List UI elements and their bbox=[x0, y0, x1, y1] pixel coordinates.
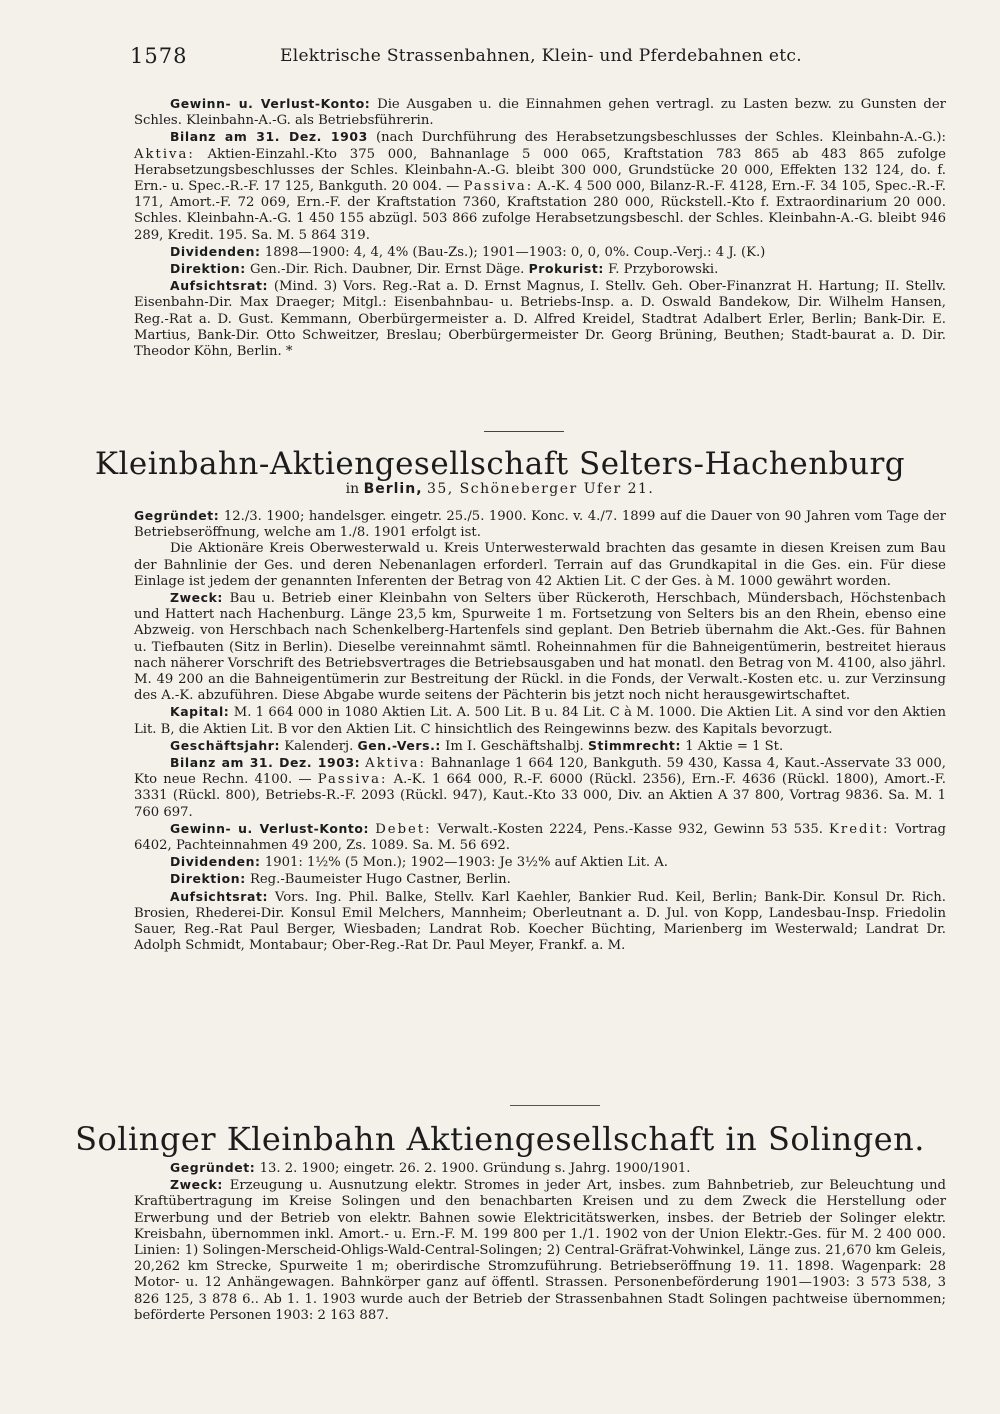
direktion-text-2: Reg.-Baumeister Hugo Castner, Berlin. bbox=[249, 872, 511, 888]
kapital-label: Kapital: bbox=[170, 704, 230, 720]
aufsichtsrat-paragraph-2 bbox=[134, 889, 946, 955]
aktiva-label-2: Aktiva: bbox=[365, 756, 426, 772]
aufsichtsrat-text: (Mind. 3) Vors. Reg.-Rat a. D. Ernst Magnus, I. Stellv. Geh. Ober-Finanzrat H. Hartung; II. Stellv. Eisenbahn-Dir. Max Draeger; Mitgl.: Eisenbahnbau- u. Betriebs-Insp. a. D. Oswald Bandekow, Dir. Wilhelm Hansen, Reg.-Rat a. D. Gust. Kemmann, Oberbürgermeister a. D. Alfred Kreidel, Stadtrat Adalbert Erler, Berlin; Bank-Dir. E. Martius, Bank-Dir. Otto Schweitzer, Breslau; Oberbürgermeister Dr. Georg Brüning, Beuthen; Stadt-baurat a. D. Dir. Theodor Köhn, Berlin. * bbox=[134, 279, 947, 360]
guv-label-2: Gewinn- u. Verlust-Konto: bbox=[170, 820, 370, 836]
zweck-label: Zweck: bbox=[170, 590, 223, 606]
gegruendet-text-3: 13. 2. 1900; eingetr. 26. 2. 1900. Gründung s. Jahrg. 1900/1901. bbox=[259, 1161, 691, 1176]
gen-vers-label: Gen.-Vers.: bbox=[357, 737, 441, 753]
zweck-paragraph-3 bbox=[134, 1177, 946, 1324]
aufsichtsrat-text-2: Vors. Ing. Phil. Balke, Stellv. Karl Kaehler, Bankier Rud. Keil, Berlin; Bank-Dir. Konsul Dr. Rich. Brosien, Rhederei-Dir. Konsul Emil Melchers, Mannheim; Oberleutnant a. D. Jul. von Kopp, Landesbau-Insp. Friedolin Sauer, Reg.-Rat Paul Berger, Wiesbaden; Landrat Rob. Koecher Büchting, Marienberg im Westerwald; Landrat Dr. Adolph Schmidt, Montabaur; Ober-Reg.-Rat Dr. Paul Meyer, Frankf. a. M. bbox=[134, 889, 946, 954]
kapital-text: M. 1 664 000 in 1080 Aktien Lit. A. 500 Lit. B u. 84 Lit. C à M. 1000. Die Aktien Lit. A sind vor den Aktien Lit. B, die Aktien Lit. B vor den Aktien Lit. C hinsichtlich des Reingewinns bezw. des Kapitals bevorzugt. bbox=[134, 705, 946, 737]
aufsichtsrat-label: Aufsichtsrat: bbox=[170, 278, 269, 294]
dividenden-text-2: 1901: 1½% (5 Mon.); 1902—1903: Je 3½% auf Aktien Lit. A. bbox=[264, 855, 668, 871]
solinger-kleinbahn-entry bbox=[134, 1160, 946, 1324]
company-title-solinger-kleinbahn: Solinger Kleinbahn Aktiengesellschaft in Solingen. bbox=[75, 1120, 925, 1158]
bilanz-text-2-1: Bahnanlage 1 664 120, Bankguth. 59 430, Kassa 4, Kaut.-Asservate 33 000, Kto neue Rechn. 4100. — bbox=[134, 756, 946, 788]
bilanz-text-2-2: A.-K. 1 664 000, R.-F. 6000 (Rückl. 2356), Ern.-F. 4636 (Rückl. 1800), Amort.-F. 3331 (Rückl. 800), Betriebs-R.-F. 2093 (Rückl. 947), Kaut.-Kto 33 000, Div. an Aktien A 37 800, Vortrag 9836. Sa. M. 1 760 697. bbox=[134, 772, 946, 820]
debet-label: Debet: bbox=[375, 821, 432, 837]
address-city: Berlin, bbox=[363, 481, 423, 497]
address-prefix: in bbox=[345, 481, 360, 497]
gv-paragraph bbox=[134, 96, 946, 129]
zweck-label-3: Zweck: bbox=[170, 1177, 223, 1193]
address-street: 35, Schöneberger Ufer 21. bbox=[426, 481, 655, 497]
page-number: 1578 bbox=[130, 44, 188, 68]
selters-hachenburg-entry bbox=[134, 508, 946, 954]
guv-text-2: Vortrag 6402, Pachteinnahmen 49 200, Zs. 1089. Sa. M. 56 692. bbox=[134, 821, 946, 854]
gv-text: Die Ausgaben u. die Einnahmen gehen vertragl. zu Lasten bezw. zu Gunsten der Schles. Kleinbahn-A.-G. als Betriebsführerin. bbox=[134, 97, 946, 129]
dividenden-paragraph-2 bbox=[134, 854, 946, 871]
bilanz-text-3: A.-K. 4 500 000, Bilanz-R.-F. 4128, Ern.-F. 34 105, Spec.-R.-F. 171, Amort.-F. 72 069, Ern.-F. der Kraftstation 7360, Kraftstation 280 000, Rückstell.-Kto f. Extraordinarium 20 000. Schles. Kleinbahn-A.-G. 1 450 155 abzügl. 503 866 zufolge Herabsetzungsbeschl. der Schles. Kleinbahn-A.-G. bleibt 946 289, Kredit. 195. Sa. M. 5 864 319. bbox=[134, 179, 946, 243]
guv-paragraph-2 bbox=[134, 821, 946, 854]
kapital-paragraph bbox=[134, 704, 946, 737]
passiva-label: Passiva: bbox=[463, 179, 534, 195]
gegruendet-label: Gegründet: bbox=[134, 508, 220, 523]
geschaeftsjahr-paragraph bbox=[134, 738, 946, 755]
prokurist-text: F. Przyborowski. bbox=[608, 262, 719, 278]
geschaeftsjahr-text: Kalenderj. bbox=[284, 738, 354, 754]
passiva-label-2: Passiva: bbox=[317, 772, 388, 788]
company-address bbox=[0, 481, 1000, 497]
stimmrecht-text: 1 Aktie = 1 St. bbox=[685, 738, 784, 754]
running-head: Elektrische Strassenbahnen, Klein- und Pferdebahnen etc. bbox=[280, 46, 802, 66]
direktion-label-2: Direktion: bbox=[170, 871, 246, 887]
zweck-text-3: Erzeugung u. Ausnutzung elektr. Stromes in jeder Art, insbes. zum Bahnbetrieb, zur Beleuchtung und Kraftübertragung im Kreise Solingen und den benachbarten Kreisen und zu dem Zweck die Herstellung oder Erwerbung und der Betrieb von elektr. Bahnen sowie Elektricitätswerken, insbes. der Betrieb der Solinger elektr. Kreisbahn, übernommen inkl. Amort.- u. Ern.-F. M. 199 800 per 1./1. 1902 von der Union Elektr.-Ges. für M. 2 400 000. Linien: 1) Solingen-Merscheid-Ohligs-Wald-Central-Solingen; 2) Central-Gräfrat-Vohwinkel, Länge zus. 21,670 km Geleis, 20,262 km Strecke, Spurweite 1 m; oberirdische Stromzuführung. Betriebseröffnung 19. 11. 1898. Wagenpark: 28 Motor- u. 12 Anhängewagen. Bahnkörper ganz auf öffentl. Strassen. Personenbeförderung 1901—1903: 3 573 538, 3 826 125, 3 878 6.. Ab 1. 1. 1903 wurde auch der Betrieb der Strassenbahnen Stadt Solingen pachtweise übernommen; beförderte Personen 1903: 2 163 887. bbox=[134, 1178, 946, 1323]
gegruendet-label-3: Gegründet: bbox=[170, 1160, 256, 1175]
geschaeftsjahr-label: Geschäftsjahr: bbox=[170, 737, 281, 753]
aktionaere-paragraph: Die Aktionäre Kreis Oberwesterwald u. Kreis Unterwesterwald brachten das gesamte in diesen Kreisen zum Bau der Bahnlinie der Ges. und deren Nebenanlagen erforderl. Terrain auf das Grundkapital in die Ges. ein. Für diese Einlage ist jedem der genannten Inferenten der Betrag von 42 Aktien Lit. C der Ges. à M. 1000 gewährt worden. bbox=[134, 541, 946, 589]
dividenden-paragraph bbox=[134, 244, 946, 261]
kredit-label: Kredit: bbox=[829, 821, 890, 837]
bilanz-text-1: (nach Durchführung des Herabsetzungsbeschlusses der Schles. Kleinbahn-A.-G.): bbox=[376, 130, 947, 146]
bilanz-paragraph-2 bbox=[134, 755, 946, 821]
aktiva-label: Aktiva: bbox=[134, 146, 195, 162]
dividenden-text: 1898—1900: 4, 4, 4% (Bau-Zs.); 1901—1903: 0, 0, 0%. Coup.-Verj.: 4 J. (K.) bbox=[264, 244, 766, 260]
bilanz-label: Bilanz am 31. Dez. 1903 bbox=[170, 129, 368, 145]
guv-text-1: Verwalt.-Kosten 2224, Pens.-Kasse 932, Gewinn 53 535. bbox=[437, 821, 823, 837]
bilanz-label-2: Bilanz am 31. Dez. 1903: bbox=[170, 755, 361, 771]
page-header bbox=[130, 44, 940, 74]
direktion-paragraph-2 bbox=[134, 871, 946, 888]
dividenden-label: Dividenden: bbox=[170, 243, 261, 259]
zweck-text: Bau u. Betrieb einer Kleinbahn von Selters über Rückeroth, Herschbach, Mündersbach, Höchstenbach und Hattert nach Hachenburg. Länge 23,5 km, Spurweite 1 m. Fortsetzung von Selters bis an den Rhein, ebenso eine Abzweig. von Herschbach nach Schenkelberg-Hartenfels sind geplant. Den Betrieb übernahm die Akt.-Ges. für Bahnen u. Tiefbauten (Sitz in Berlin). Dieselbe vereinnahmt sämtl. Roheinnahmen für die Bahneigentümerin, bestreitet hieraus nach näherer Vorschrift des Betriebsvertrages die Betriebsausgaben und hat monatl. den Betrag von M. 4100, also jährl. M. 49 200 an die Bahneigentümerin zur Bestreitung der Rückl. in die Fonds, der Verwalt.-Kosten etc. u. zur Verzinsung des A.-K. abzuführen. Diese Abgabe wurde seitens der Pächterin bis jetzt noch nicht herausgewirtschaftet. bbox=[134, 591, 946, 704]
section-divider-2 bbox=[510, 1105, 600, 1106]
direktion-text: Gen.-Dir. Rich. Daubner, Dir. Ernst Däge. bbox=[249, 262, 525, 278]
direktion-paragraph bbox=[134, 261, 946, 278]
stimmrecht-label: Stimmrecht: bbox=[587, 737, 682, 753]
direktion-label: Direktion: bbox=[170, 261, 246, 277]
bilanz-text-2: Aktien-Einzahl.-Kto 375 000, Bahnanlage 5 000 065, Kraftstation 783 865 ab 483 865 zufolge Herabsetzungsbeschlusses der Schles. Kleinbahn-A.-G. bleibt 300 000, Grundstücke 20 000, Effekten 132 124, do. f. Ern.- u. Spec.-R.-F. 17 125, Bankguth. 20 004. — bbox=[134, 146, 946, 195]
aufsichtsrat-paragraph bbox=[134, 278, 946, 360]
section-divider bbox=[484, 431, 564, 432]
previous-entry-continuation bbox=[134, 96, 946, 360]
prokurist-label: Prokurist: bbox=[528, 261, 604, 277]
zweck-paragraph bbox=[134, 590, 946, 704]
aufsichtsrat-label-2: Aufsichtsrat: bbox=[170, 888, 269, 904]
bilanz-paragraph bbox=[134, 129, 946, 243]
gegruendet-paragraph-3 bbox=[134, 1160, 946, 1177]
gen-vers-text: Im I. Geschäftshalbj. bbox=[445, 738, 584, 754]
gegruendet-paragraph bbox=[134, 508, 946, 541]
gegruendet-text: 12./3. 1900; handelsger. eingetr. 25./5. 1900. Konc. v. 4./7. 1899 auf die Dauer von 90 Jahren vom Tage der Betriebseröffnung, welche am 1./8. 1901 erfolgt ist. bbox=[134, 509, 946, 541]
gv-label: Gewinn- u. Verlust-Konto: bbox=[170, 96, 371, 111]
company-title-selters-hachenburg: Kleinbahn-Aktiengesellschaft Selters-Hachenburg bbox=[94, 446, 906, 482]
dividenden-label-2: Dividenden: bbox=[170, 854, 261, 870]
